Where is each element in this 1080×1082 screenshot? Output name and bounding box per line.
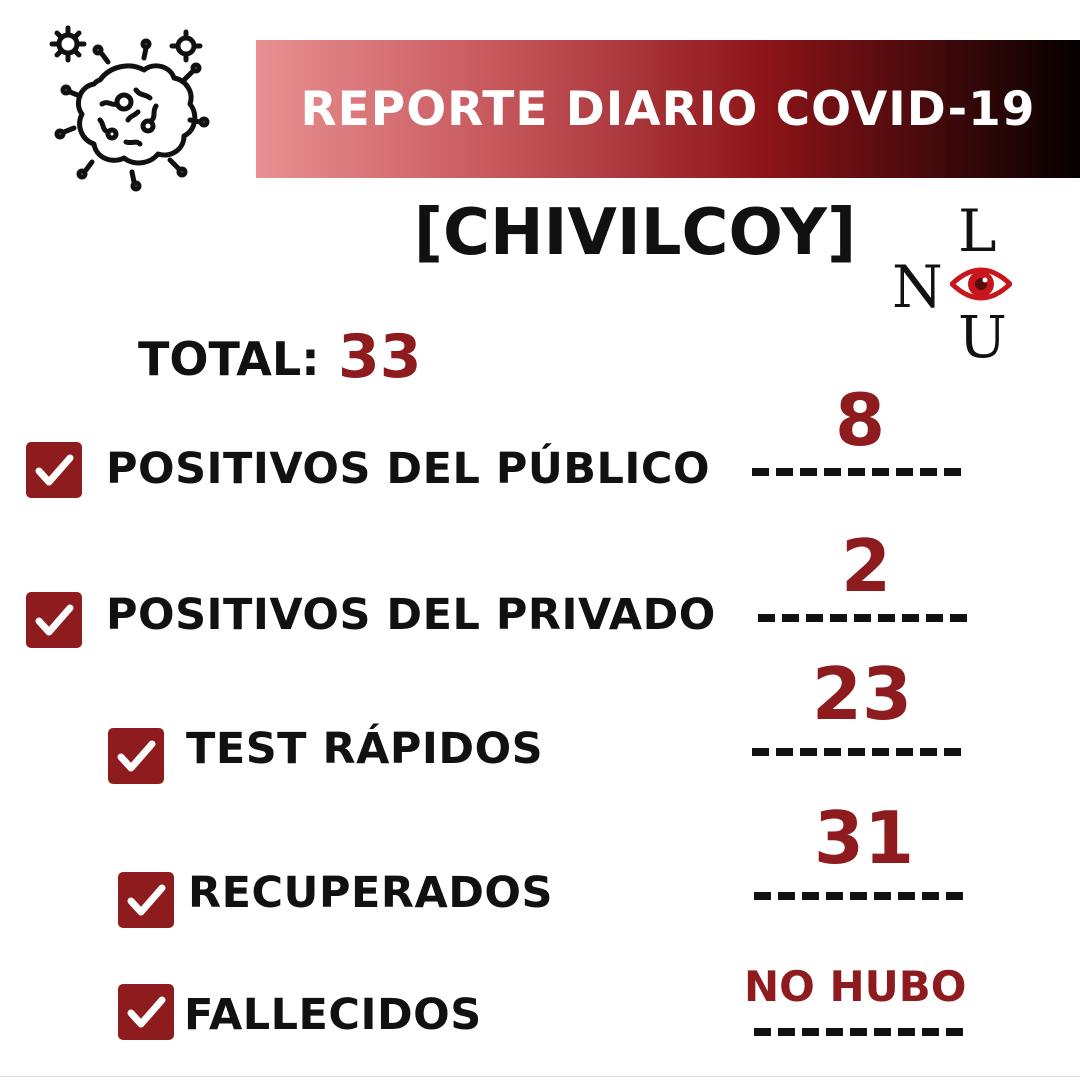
checkbox-icon bbox=[118, 872, 174, 928]
dash-line bbox=[754, 1028, 970, 1036]
title-banner bbox=[256, 40, 1080, 178]
eye-icon bbox=[950, 262, 1012, 306]
divider bbox=[0, 1076, 1080, 1077]
row-label-test-rapidos: TEST RÁPIDOS bbox=[186, 724, 544, 774]
total-label: TOTAL: bbox=[138, 332, 320, 386]
logo-letter-n: N bbox=[892, 253, 943, 321]
checkbox-icon bbox=[118, 984, 174, 1040]
city-name: [CHIVILCOY] bbox=[413, 196, 857, 270]
checkbox-icon bbox=[26, 442, 82, 498]
logo-letter-u: U bbox=[958, 303, 1007, 371]
row-value-publico: 8 bbox=[834, 378, 886, 462]
logo-letter-l: L bbox=[958, 197, 997, 265]
row-value-privado: 2 bbox=[840, 524, 892, 608]
dash-line bbox=[752, 468, 968, 476]
virus-icon bbox=[40, 22, 210, 192]
row-label-publico: POSITIVOS DEL PÚBLICO bbox=[106, 444, 711, 494]
dash-line bbox=[754, 892, 970, 900]
logo bbox=[888, 196, 1018, 371]
dash-line bbox=[758, 614, 974, 622]
dash-line bbox=[752, 748, 968, 756]
row-label-privado: POSITIVOS DEL PRIVADO bbox=[106, 590, 716, 640]
row-value-fallecidos: NO HUBO bbox=[744, 962, 967, 1011]
row-value-test-rapidos: 23 bbox=[811, 652, 913, 736]
checkbox-icon bbox=[26, 592, 82, 648]
page-title: REPORTE DIARIO COVID-19 bbox=[300, 81, 1036, 137]
row-value-recuperados: 31 bbox=[813, 796, 915, 880]
row-label-fallecidos: FALLECIDOS bbox=[184, 990, 482, 1040]
total-value: 33 bbox=[338, 322, 422, 392]
checkbox-icon bbox=[108, 728, 164, 784]
row-label-recuperados: RECUPERADOS bbox=[188, 868, 553, 918]
